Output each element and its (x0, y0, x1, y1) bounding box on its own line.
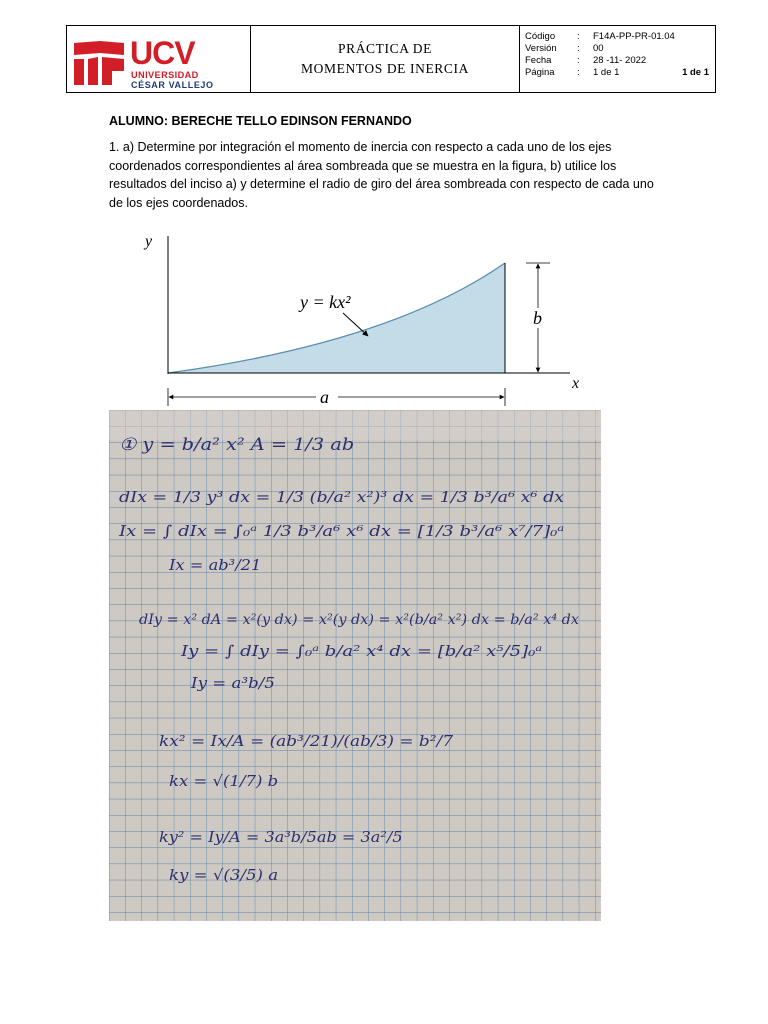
meta-date-label: Fecha (525, 55, 552, 66)
ucv-shield-icon (72, 41, 126, 87)
meta-date-value: 28 -11- 2022 (593, 55, 647, 66)
handwritten-line: kx = √(1/7) b (169, 772, 279, 790)
handwritten-line: Ix = ∫ dIx = ∫₀ᵃ 1/3 b³/a⁶ x⁶ dx = [1/3 b³/a⁶ x⁷/7]₀ᵃ (117, 522, 565, 540)
handwritten-line: Iy = ∫ dIy = ∫₀ᵃ b/a² x⁴ dx = [b/a² x⁵/5]₀ᵃ (179, 642, 543, 660)
question-text: 1. a) Determine por integración el momento de inercia con respecto a cada uno de los ejes coordenados correspondientes al área sombreada que se muestra en la figura, b) utilice los resultados del inciso a) y determine el radio de giro del área sombreada con respecto de cada uno de los ejes coordenados. (109, 140, 654, 210)
handwritten-line: Ix = ab³/21 (167, 556, 262, 574)
meta-version (525, 43, 709, 54)
meta-code-value: F14A-PP-PR-01.04 (593, 31, 675, 42)
meta-page-value: 1 de 1 (593, 67, 620, 78)
meta-page (525, 67, 709, 78)
document-meta (520, 26, 715, 92)
logo-subtitle-1: UNIVERSIDAD (131, 70, 199, 80)
meta-version-label: Versión (525, 43, 557, 54)
meta-separator: : (577, 55, 580, 66)
meta-page-total: 1 de 1 (682, 67, 709, 78)
logo-wordmark: UCV (130, 35, 195, 71)
handwritten-line: kx² = Ix/A = (ab³/21)/(ab/3) = b²/7 (159, 732, 454, 750)
handwritten-solution-photo (109, 410, 601, 921)
x-axis-label: x (572, 375, 580, 392)
meta-separator: : (577, 43, 580, 54)
title-line-2: MOMENTOS DE INERCIA (301, 61, 469, 76)
document-header (66, 25, 716, 93)
handwritten-line: ① y = b/a² x² A = 1/3 ab (119, 435, 355, 455)
width-label: a (320, 387, 329, 407)
logo-subtitle-2: CÉSAR VALLEJO (131, 80, 214, 90)
title-line-1: PRÁCTICA DE (338, 41, 432, 56)
curve-label: y = kx² (300, 292, 351, 312)
meta-separator: : (577, 67, 580, 78)
meta-separator: : (577, 31, 580, 42)
handwritten-line: ky² = Iy/A = 3a³b/5ab = 3a²/5 (159, 828, 403, 846)
shaded-area-figure (140, 228, 590, 413)
meta-page-label: Página (525, 67, 555, 78)
ucv-logo (67, 26, 251, 92)
handwritten-line: dIy = x² dA = x²(y dx) = x²(y dx) = x²(b/a² x²) dx = b/a² x⁴ dx (139, 612, 580, 628)
meta-code-label: Código (525, 31, 556, 42)
graph-paper (109, 410, 601, 921)
meta-code (525, 31, 709, 42)
handwritten-line: ky = √(3/5) a (169, 866, 279, 884)
meta-date (525, 55, 709, 66)
document-title (251, 26, 520, 92)
shaded-area (168, 263, 505, 373)
student-name: ALUMNO: BERECHE TELLO EDINSON FERNANDO (109, 114, 412, 128)
handwritten-line: Iy = a³b/5 (189, 674, 275, 692)
y-axis-label: y (145, 233, 153, 250)
meta-version-value: 00 (593, 43, 604, 54)
height-label: b (533, 308, 542, 328)
handwritten-line: dIx = 1/3 y³ dx = 1/3 (b/a² x²)³ dx = 1/3 b³/a⁶ x⁶ dx (119, 488, 565, 506)
